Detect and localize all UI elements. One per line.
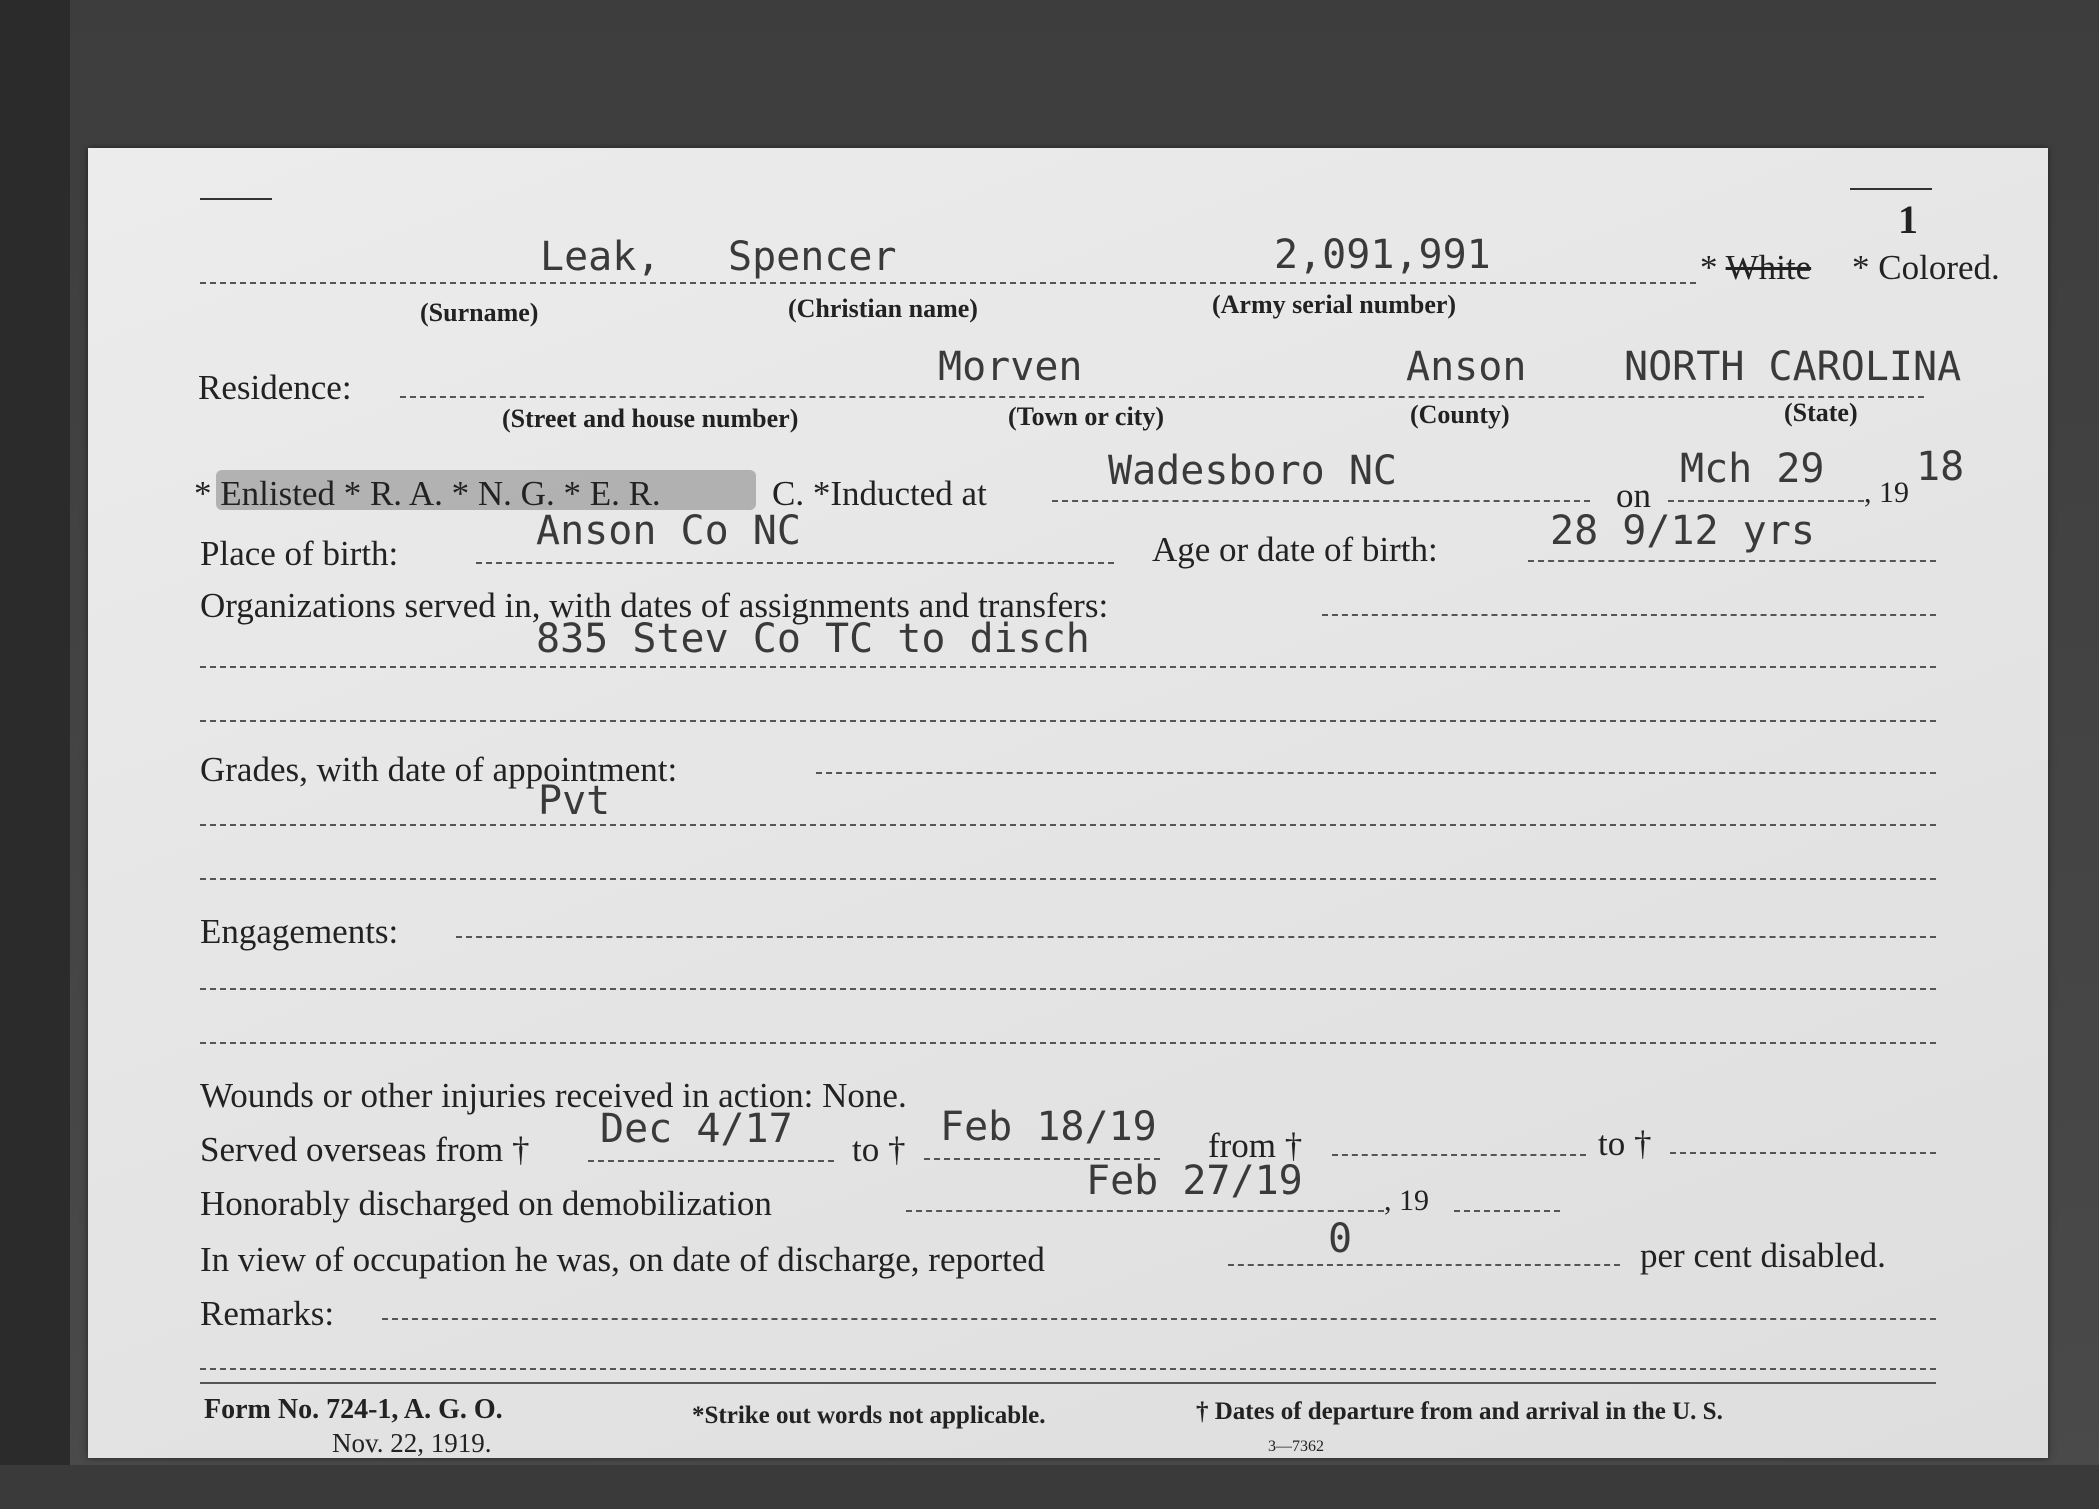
residence-label: Residence: bbox=[198, 368, 352, 407]
engagements-line-3 bbox=[200, 1042, 1936, 1044]
disability-suffix: per cent disabled. bbox=[1640, 1236, 1886, 1275]
state-caption: (State) bbox=[1784, 398, 1858, 427]
surname-value: Leak, bbox=[540, 234, 661, 280]
year-prefix: , 19 bbox=[1864, 476, 1909, 509]
discharged-label: Honorably discharged on demobilization bbox=[200, 1184, 772, 1223]
age-line bbox=[1528, 560, 1936, 562]
organizations-line-3 bbox=[200, 720, 1936, 722]
overseas-to-line-2 bbox=[1670, 1152, 1936, 1154]
organizations-value: 835 Stev Co TC to disch bbox=[536, 616, 1090, 662]
enlisted-label: * Enlisted * R. A. * N. G. * E. R. bbox=[194, 474, 661, 513]
disability-label: In view of occupation he was, on date of discharge, reported bbox=[200, 1240, 1045, 1279]
background-left-edge bbox=[0, 0, 70, 1509]
disability-value: 0 bbox=[1328, 1216, 1353, 1262]
dates-note: † Dates of departure from and arrival in the U. S. bbox=[1196, 1398, 1723, 1425]
age-label: Age or date of birth: bbox=[1152, 530, 1438, 569]
grades-line-1 bbox=[816, 772, 1936, 774]
background-bottom-edge bbox=[0, 1465, 2099, 1509]
remarks-line-1 bbox=[382, 1318, 1936, 1320]
disability-line bbox=[1228, 1264, 1620, 1266]
grades-line-3 bbox=[200, 878, 1936, 880]
serial-caption: (Army serial number) bbox=[1212, 290, 1457, 319]
organizations-label: Organizations served in, with dates of assignments and transfers: bbox=[200, 586, 1109, 625]
inducted-at-line bbox=[1052, 500, 1590, 502]
county-caption: (County) bbox=[1410, 400, 1510, 429]
strike-note: *Strike out words not applicable. bbox=[692, 1402, 1046, 1429]
grades-value: Pvt bbox=[538, 778, 611, 824]
remarks-label: Remarks: bbox=[200, 1294, 335, 1333]
overseas-to-value: Feb 18/19 bbox=[940, 1104, 1157, 1150]
race-white: * White bbox=[1700, 248, 1812, 287]
form-number: Form No. 724-1, A. G. O. bbox=[204, 1394, 503, 1425]
discharged-date-value: Feb 27/19 bbox=[1086, 1158, 1303, 1204]
age-value: 28 9/12 yrs bbox=[1550, 508, 1815, 554]
town-caption: (Town or city) bbox=[1008, 402, 1164, 431]
form-date: Nov. 22, 1919. bbox=[332, 1428, 492, 1458]
inducted-label: C. *Inducted at bbox=[772, 474, 987, 513]
discharged-year-line bbox=[1454, 1210, 1560, 1212]
organizations-line-2 bbox=[200, 666, 1936, 668]
name-line bbox=[200, 282, 1696, 284]
place-of-birth-value: Anson Co NC bbox=[536, 508, 801, 554]
inducted-date-value: Mch 29 bbox=[1680, 446, 1825, 492]
residence-county: Anson bbox=[1406, 344, 1527, 390]
surname-caption: (Surname) bbox=[420, 298, 539, 327]
overseas-from-line-2 bbox=[1332, 1154, 1586, 1156]
grades-label: Grades, with date of appointment: bbox=[200, 750, 678, 789]
race-colored: * Colored. bbox=[1852, 248, 2000, 287]
christian-name-value: Spencer bbox=[728, 234, 897, 280]
grades-line-2 bbox=[200, 824, 1936, 826]
place-of-birth-line bbox=[476, 562, 1114, 564]
inducted-year-value: 18 bbox=[1916, 444, 1965, 490]
organizations-line-1 bbox=[1322, 614, 1936, 616]
overseas-from-value: Dec 4/17 bbox=[600, 1106, 793, 1152]
residence-state: NORTH CAROLINA bbox=[1624, 344, 1962, 390]
inducted-date-line bbox=[1668, 500, 1864, 502]
engagements-label: Engagements: bbox=[200, 912, 399, 951]
engagements-line-2 bbox=[200, 988, 1936, 990]
overseas-to-label: to † bbox=[852, 1130, 906, 1169]
place-of-birth-label: Place of birth: bbox=[200, 534, 399, 573]
remarks-line-3 bbox=[200, 1382, 1936, 1384]
on-label: on bbox=[1616, 476, 1651, 515]
inducted-at-value: Wadesboro NC bbox=[1108, 448, 1397, 494]
overseas-from-line bbox=[588, 1160, 834, 1162]
remarks-line-2 bbox=[200, 1368, 1936, 1370]
residence-line bbox=[400, 396, 1924, 398]
street-caption: (Street and house number) bbox=[502, 404, 799, 433]
serial-number-value: 2,091,991 bbox=[1274, 232, 1491, 278]
overseas-from-label-2: from † bbox=[1208, 1126, 1303, 1165]
discharged-year-label: , 19 bbox=[1384, 1184, 1429, 1217]
top-left-rule bbox=[200, 198, 272, 200]
residence-town: Morven bbox=[938, 344, 1083, 390]
overseas-to-label-2: to † bbox=[1598, 1124, 1652, 1163]
christian-caption: (Christian name) bbox=[788, 294, 978, 323]
top-right-rule bbox=[1850, 188, 1932, 190]
wounds-label: Wounds or other injuries received in action: None. bbox=[200, 1076, 907, 1115]
discharged-line bbox=[906, 1210, 1384, 1212]
print-code: 3—7362 bbox=[1268, 1438, 1324, 1455]
card-number: 1 bbox=[1898, 197, 1918, 242]
engagements-line-1 bbox=[456, 936, 1936, 938]
overseas-label: Served overseas from † bbox=[200, 1130, 530, 1169]
service-record-card bbox=[88, 148, 2048, 1458]
